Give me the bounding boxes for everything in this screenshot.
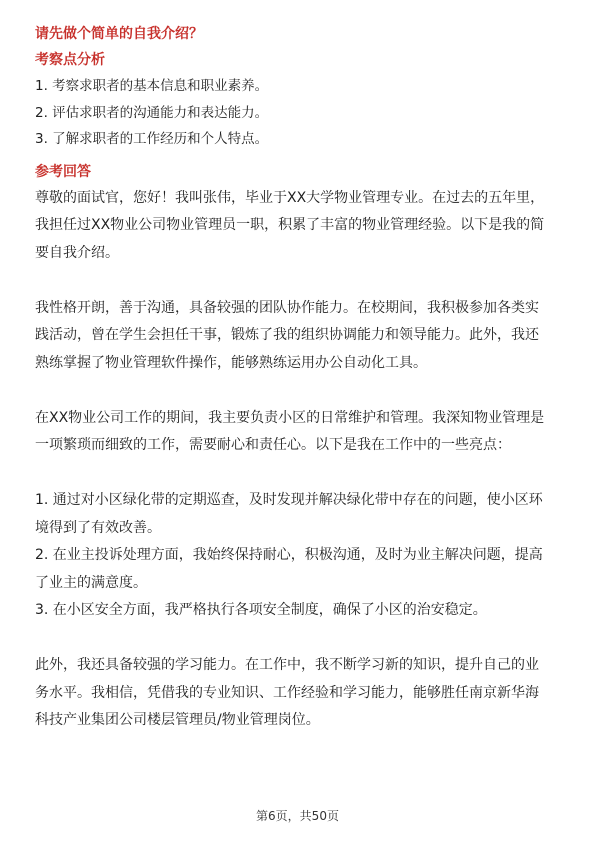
- answer-paragraph-personality: [35, 295, 563, 378]
- answer-paragraph-intro: [35, 185, 563, 268]
- answer-line: 在XX物业公司工作的期间，我主要负责小区的日常维护和管理。我深知物业管理是: [35, 409, 545, 426]
- analysis-points-list: [35, 73, 563, 153]
- answer-line: 务水平。我相信，凭借我的专业知识、工作经验和学习能力，能够胜任南京新华海: [35, 684, 539, 701]
- answer-line: 我担任过XX物业公司物业管理员一职，积累了丰富的物业管理经验。以下是我的简: [35, 217, 545, 233]
- answer-line: 要自我介绍。: [35, 244, 119, 261]
- answer-line: 3. 在小区安全方面，我严格执行各项安全制度，确保了小区的治安稳定。: [35, 602, 487, 618]
- answer-line: 熟练掌握了物业管理软件操作，能够熟练运用办公自动化工具。: [35, 354, 427, 371]
- answer-paragraph-highlights: [35, 487, 563, 625]
- page-number-footer: 第6页，共50页: [256, 809, 339, 823]
- question-title: 请先做个简单的自我介绍？: [35, 26, 203, 42]
- answer-line: 一项繁琐而细致的工作，需要耐心和责任心。以下是我在工作中的一些亮点：: [35, 437, 511, 453]
- answer-paragraph-closing: [35, 652, 563, 735]
- answer-line: 践活动，曾在学生会担任干事，锻炼了我的组织协调能力和领导能力。此外，我还: [35, 327, 539, 343]
- analysis-section-title: 考察点分析: [35, 52, 105, 68]
- answer-line: 科技产业集团公司楼层管理员/物业管理岗位。: [35, 712, 320, 728]
- answer-line: 我性格开朗，善于沟通，具备较强的团队协作能力。在校期间，我积极参加各类实: [35, 299, 539, 316]
- document-page: [35, 24, 563, 735]
- answer-line: 了业主的满意度。: [35, 574, 147, 591]
- analysis-point: 2. 评估求职者的沟通能力和表达能力。: [35, 104, 269, 121]
- answer-line: 尊敬的面试官，您好！我叫张伟，毕业于XX大学物业管理专业。在过去的五年里，: [35, 189, 545, 206]
- answer-body: [35, 185, 563, 735]
- analysis-point: 1. 考察求职者的基本信息和职业素养。: [35, 78, 269, 94]
- answer-line: 2. 在业主投诉处理方面，我始终保持耐心，积极沟通，及时为业主解决问题，提高: [35, 547, 543, 563]
- answer-line: 此外，我还具备较强的学习能力。在工作中，我不断学习新的知识，提升自己的业: [35, 657, 539, 673]
- answer-section-title: 参考回答: [35, 163, 91, 180]
- analysis-point: 3. 了解求职者的工作经历和个人特点。: [35, 131, 269, 147]
- answer-paragraph-work: [35, 405, 563, 460]
- answer-line: 1. 通过对小区绿化带的定期巡查，及时发现并解决绿化带中存在的问题，使小区环: [35, 492, 543, 508]
- answer-line: 境得到了有效改善。: [35, 519, 161, 536]
